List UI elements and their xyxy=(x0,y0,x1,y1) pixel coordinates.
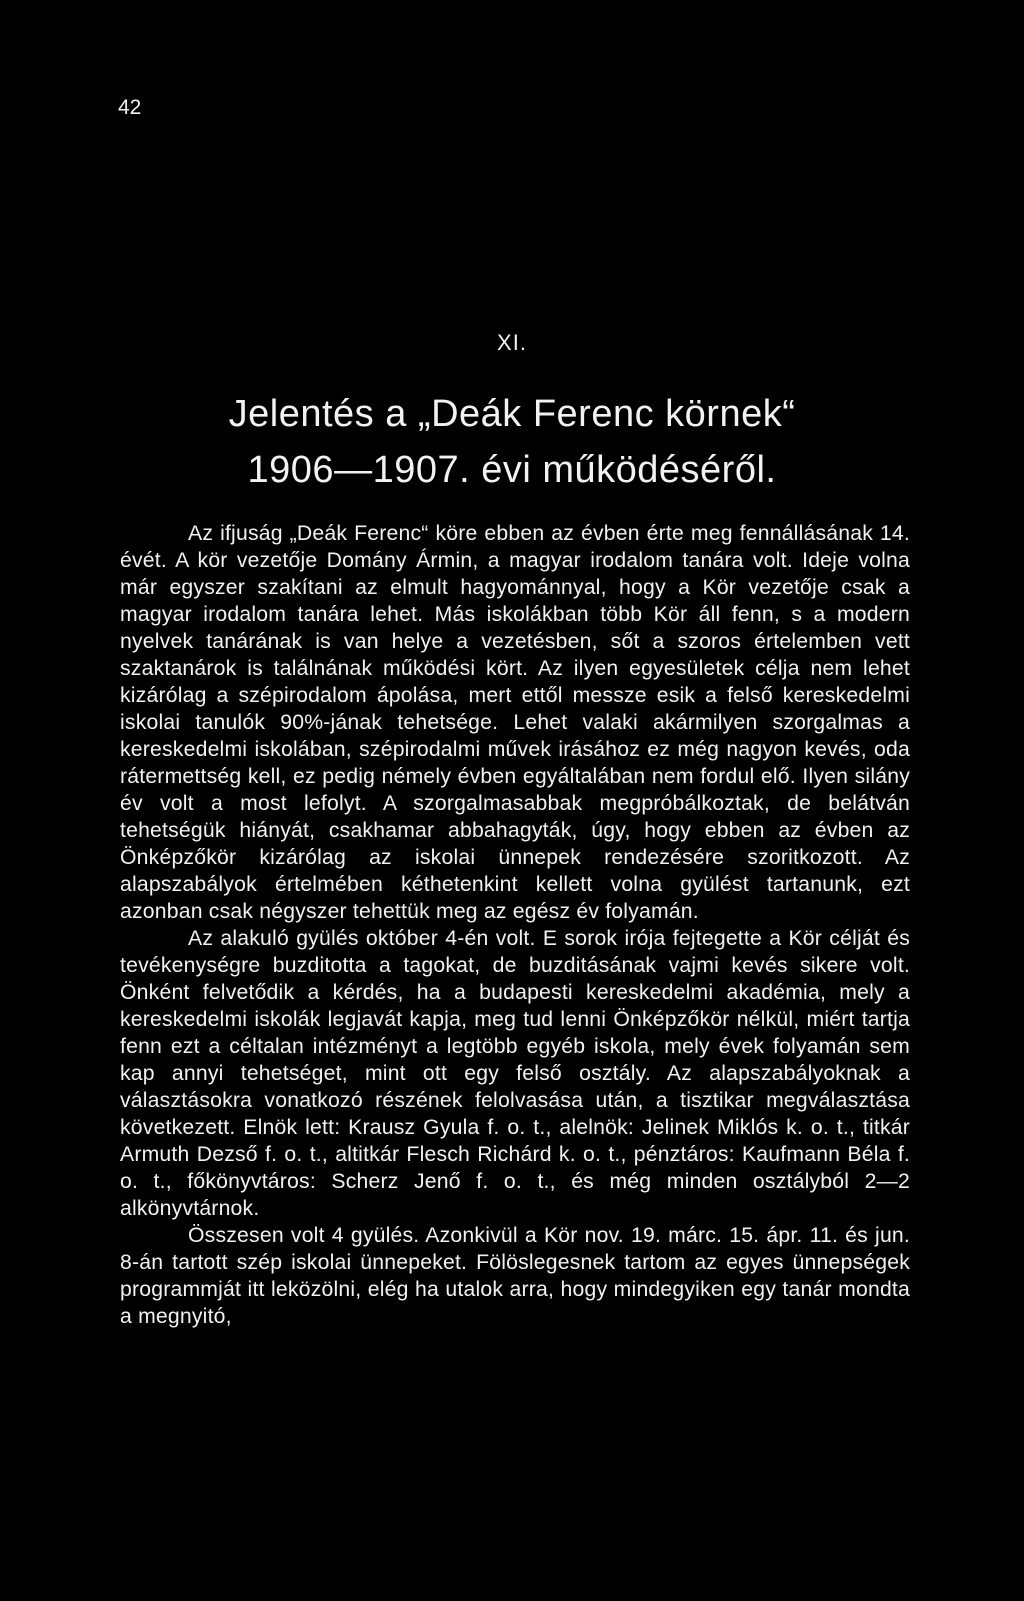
title-line-2: 1906—1907. évi működéséről. xyxy=(247,449,777,491)
title-line-1: Jelentés a „Deák Ferenc körnek“ xyxy=(228,393,796,435)
page-number: 42 xyxy=(118,96,142,119)
paragraph: Az ifjuság „Deák Ferenc“ köre ebben az évben érte meg fennállásának 14. évét. A kör vezetője Domány Ármin, a magyar irodalom tanára volt. Ideje volna már egyszer szakítani az elmult hagyománnyal, hogy a Kör vezetője csak a magyar irodalom tanára lehet. Más iskolákban több Kör áll fenn, s a modern nyelvek tanárának is van helye a vezetésben, sőt a szoros értelemben vett szaktanárok is találnának működési kört. Az ilyen egyesületek célja nem lehet kizárólag a szépirodalom ápolása, mert ettől messze esik a felső kereskedelmi iskolai tanulók 90%-jának tehetsége. Lehet valaki akármilyen szorgalmas a kereskedelmi iskolában, szépirodalmi művek irásához ez még nagyon kevés, oda rátermettség kell, ez pedig némely évben egyáltalában nem fordul elő. Ilyen silány év volt a most lefolyt. A szorgalmasabbak megpróbálkoztak, de belátván tehetségük hiányát, csakhamar abbahagyták, úgy, hogy ebben az évben az Önképzőkör kizárólag az iskolai ünnepek rendezésére szoritkozott. Az alapszabályok értelmében kéthetenkint kellett volna gyülést tartanunk, ezt azonban csak négyszer tehettük meg az egész év folyamán. xyxy=(120,522,910,923)
body-text xyxy=(120,520,910,1330)
paragraph: Az alakuló gyülés október 4-én volt. E sorok irója fejtegette a Kör célját és tevékenységre buzditotta a tagokat, de buzditásának vajmi kevés sikere volt. Önként felvetődik a kérdés, ha a budapesti kereskedelmi akadémia, mely a kereskedelmi iskolák legjavát kapja, meg tud lenni Önképzőkör nélkül, miért tartja fenn ezt a céltalan intézményt a legtöbb egyéb iskola, mely évek folyamán sem kap annyi tehetséget, mint ott egy felső osztály. Az alapszabályoknak a választásokra vonatkozó részének felolvasása után, a tisztikar megválasztása következett. Elnök lett: Krausz Gyula f. o. t., alelnök: Jelinek Miklós k. o. t., titkár Armuth Dezső f. o. t., altitkár Flesch Richárd k. o. t., pénztáros: Kaufmann Béla f. o. t., főkönyvtáros: Scherz Jenő f. o. t., és még minden osztályból 2—2 alkönyvtárnok. xyxy=(120,927,910,1220)
document-title xyxy=(0,386,1024,498)
chapter-number: XI. xyxy=(497,330,527,355)
paragraph: Összesen volt 4 gyülés. Azonkivül a Kör nov. 19. márc. 15. ápr. 11. és jun. 8-án tartott szép iskolai ünnepeket. Fölöslegesnek tartom az egyes ünnepségek programmját itt leközölni, elég ha utalok arra, hogy mindegyiken egy tanár mondta a megnyitó, xyxy=(120,1224,910,1328)
